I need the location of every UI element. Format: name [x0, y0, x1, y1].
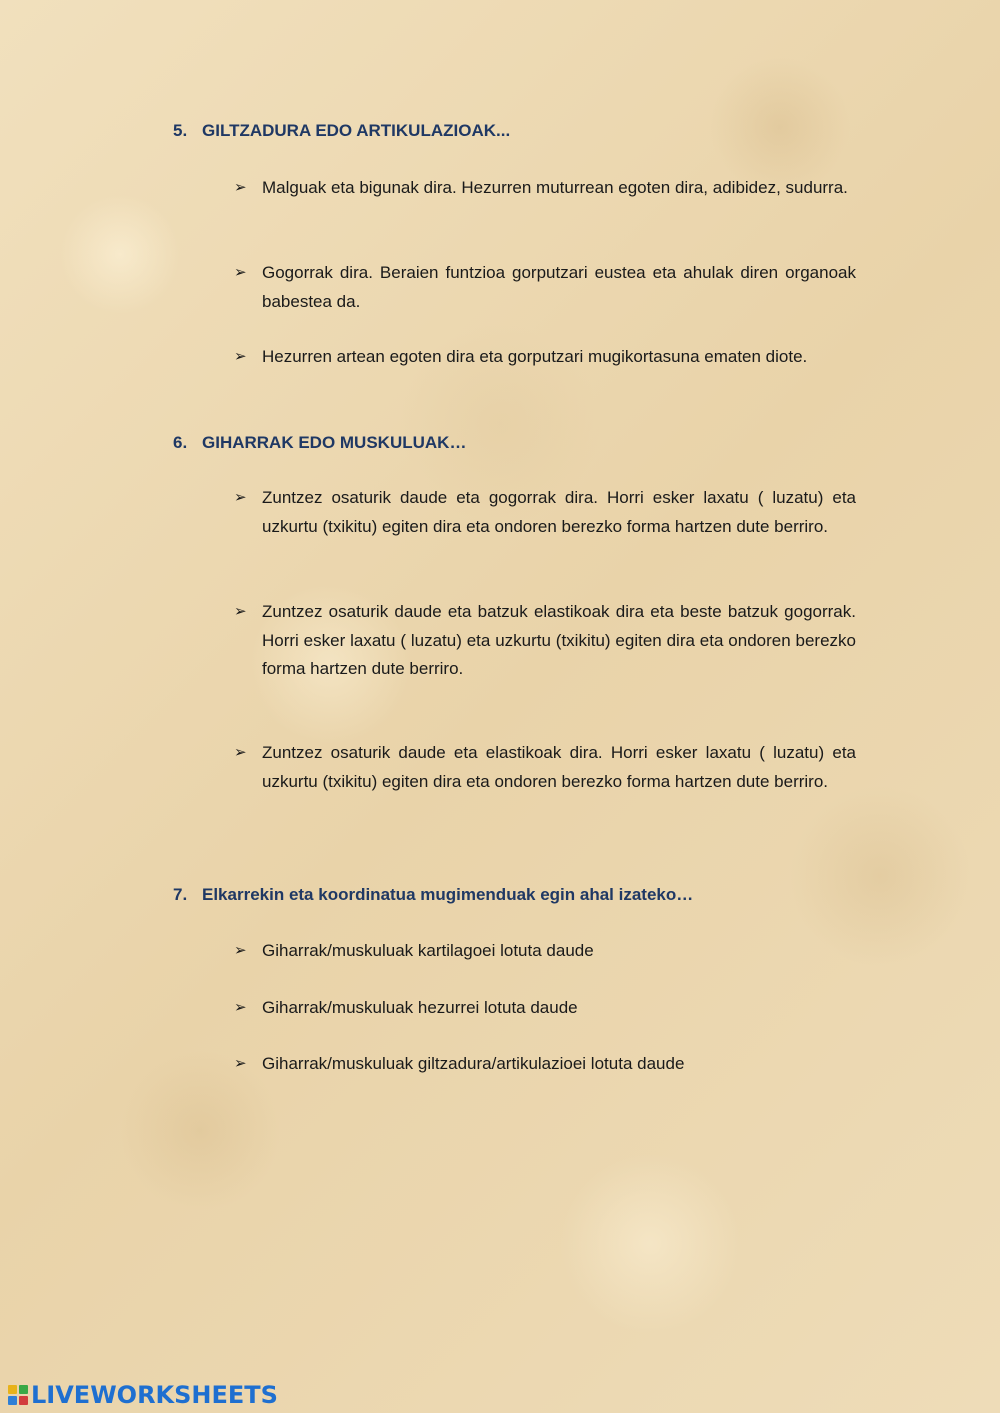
arrow-bullet-icon: ➢ — [234, 1055, 247, 1072]
section-title: GIHARRAK EDO MUSKULUAK… — [202, 433, 467, 452]
liveworksheets-logo[interactable] — [8, 1380, 278, 1410]
answer-option[interactable] — [234, 174, 856, 203]
option-text: Zuntzez osaturik daude eta batzuk elastikoak dira eta beste batzuk gogorrak. Horri esker laxatu ( luzatu) eta uzkurtu (txikitu) egiten dira eta ondoren berezko forma hartzen dute berriro. — [262, 602, 856, 678]
answer-option[interactable] — [234, 598, 856, 684]
logo-blocks-icon — [8, 1385, 28, 1405]
answer-option[interactable] — [234, 994, 856, 1023]
arrow-bullet-icon: ➢ — [234, 744, 247, 761]
logo-block — [19, 1385, 28, 1394]
section-6-heading — [173, 431, 873, 455]
answer-option[interactable] — [234, 484, 856, 541]
option-text: Zuntzez osaturik daude eta gogorrak dira. Horri esker laxatu ( luzatu) eta uzkurtu (txikitu) egiten dira eta ondoren berezko forma hartzen dute berriro. — [262, 488, 856, 536]
option-text: Malguak eta bigunak dira. Hezurren muturrean egoten dira, adibidez, sudurra. — [262, 178, 848, 197]
section-7-heading — [173, 883, 873, 907]
answer-option[interactable] — [234, 259, 856, 316]
logo-block — [8, 1396, 17, 1405]
section-number: 6. — [173, 433, 188, 452]
section-5-heading — [173, 119, 873, 143]
arrow-bullet-icon: ➢ — [234, 603, 247, 620]
section-number: 5. — [173, 121, 188, 140]
option-text: Zuntzez osaturik daude eta elastikoak dira. Horri esker laxatu ( luzatu) eta uzkurtu (txikitu) egiten dira eta ondoren berezko forma hartzen dute berriro. — [262, 743, 856, 791]
answer-option[interactable] — [234, 343, 856, 372]
arrow-bullet-icon: ➢ — [234, 348, 247, 365]
section-number: 7. — [173, 885, 188, 904]
arrow-bullet-icon: ➢ — [234, 999, 247, 1016]
option-text: Giharrak/muskuluak kartilagoei lotuta daude — [262, 941, 594, 960]
option-text: Gogorrak dira. Beraien funtzioa gorputzari eustea eta ahulak diren organoak babestea da. — [262, 263, 856, 311]
section-title: Elkarrekin eta koordinatua mugimenduak egin ahal izateko… — [202, 885, 694, 904]
logo-block — [19, 1396, 28, 1405]
option-text: Giharrak/muskuluak hezurrei lotuta daude — [262, 998, 578, 1017]
option-text: Hezurren artean egoten dira eta gorputzari mugikortasuna ematen diote. — [262, 347, 808, 366]
answer-option[interactable] — [234, 739, 856, 796]
arrow-bullet-icon: ➢ — [234, 942, 247, 959]
answer-option[interactable] — [234, 1050, 856, 1079]
option-text: Giharrak/muskuluak giltzadura/artikulazioei lotuta daude — [262, 1054, 685, 1073]
arrow-bullet-icon: ➢ — [234, 179, 247, 196]
arrow-bullet-icon: ➢ — [234, 489, 247, 506]
arrow-bullet-icon: ➢ — [234, 264, 247, 281]
logo-block — [8, 1385, 17, 1394]
logo-text: LIVEWORKSHEETS — [31, 1381, 278, 1409]
section-title: GILTZADURA EDO ARTIKULAZIOAK... — [202, 121, 511, 140]
answer-option[interactable] — [234, 937, 856, 966]
